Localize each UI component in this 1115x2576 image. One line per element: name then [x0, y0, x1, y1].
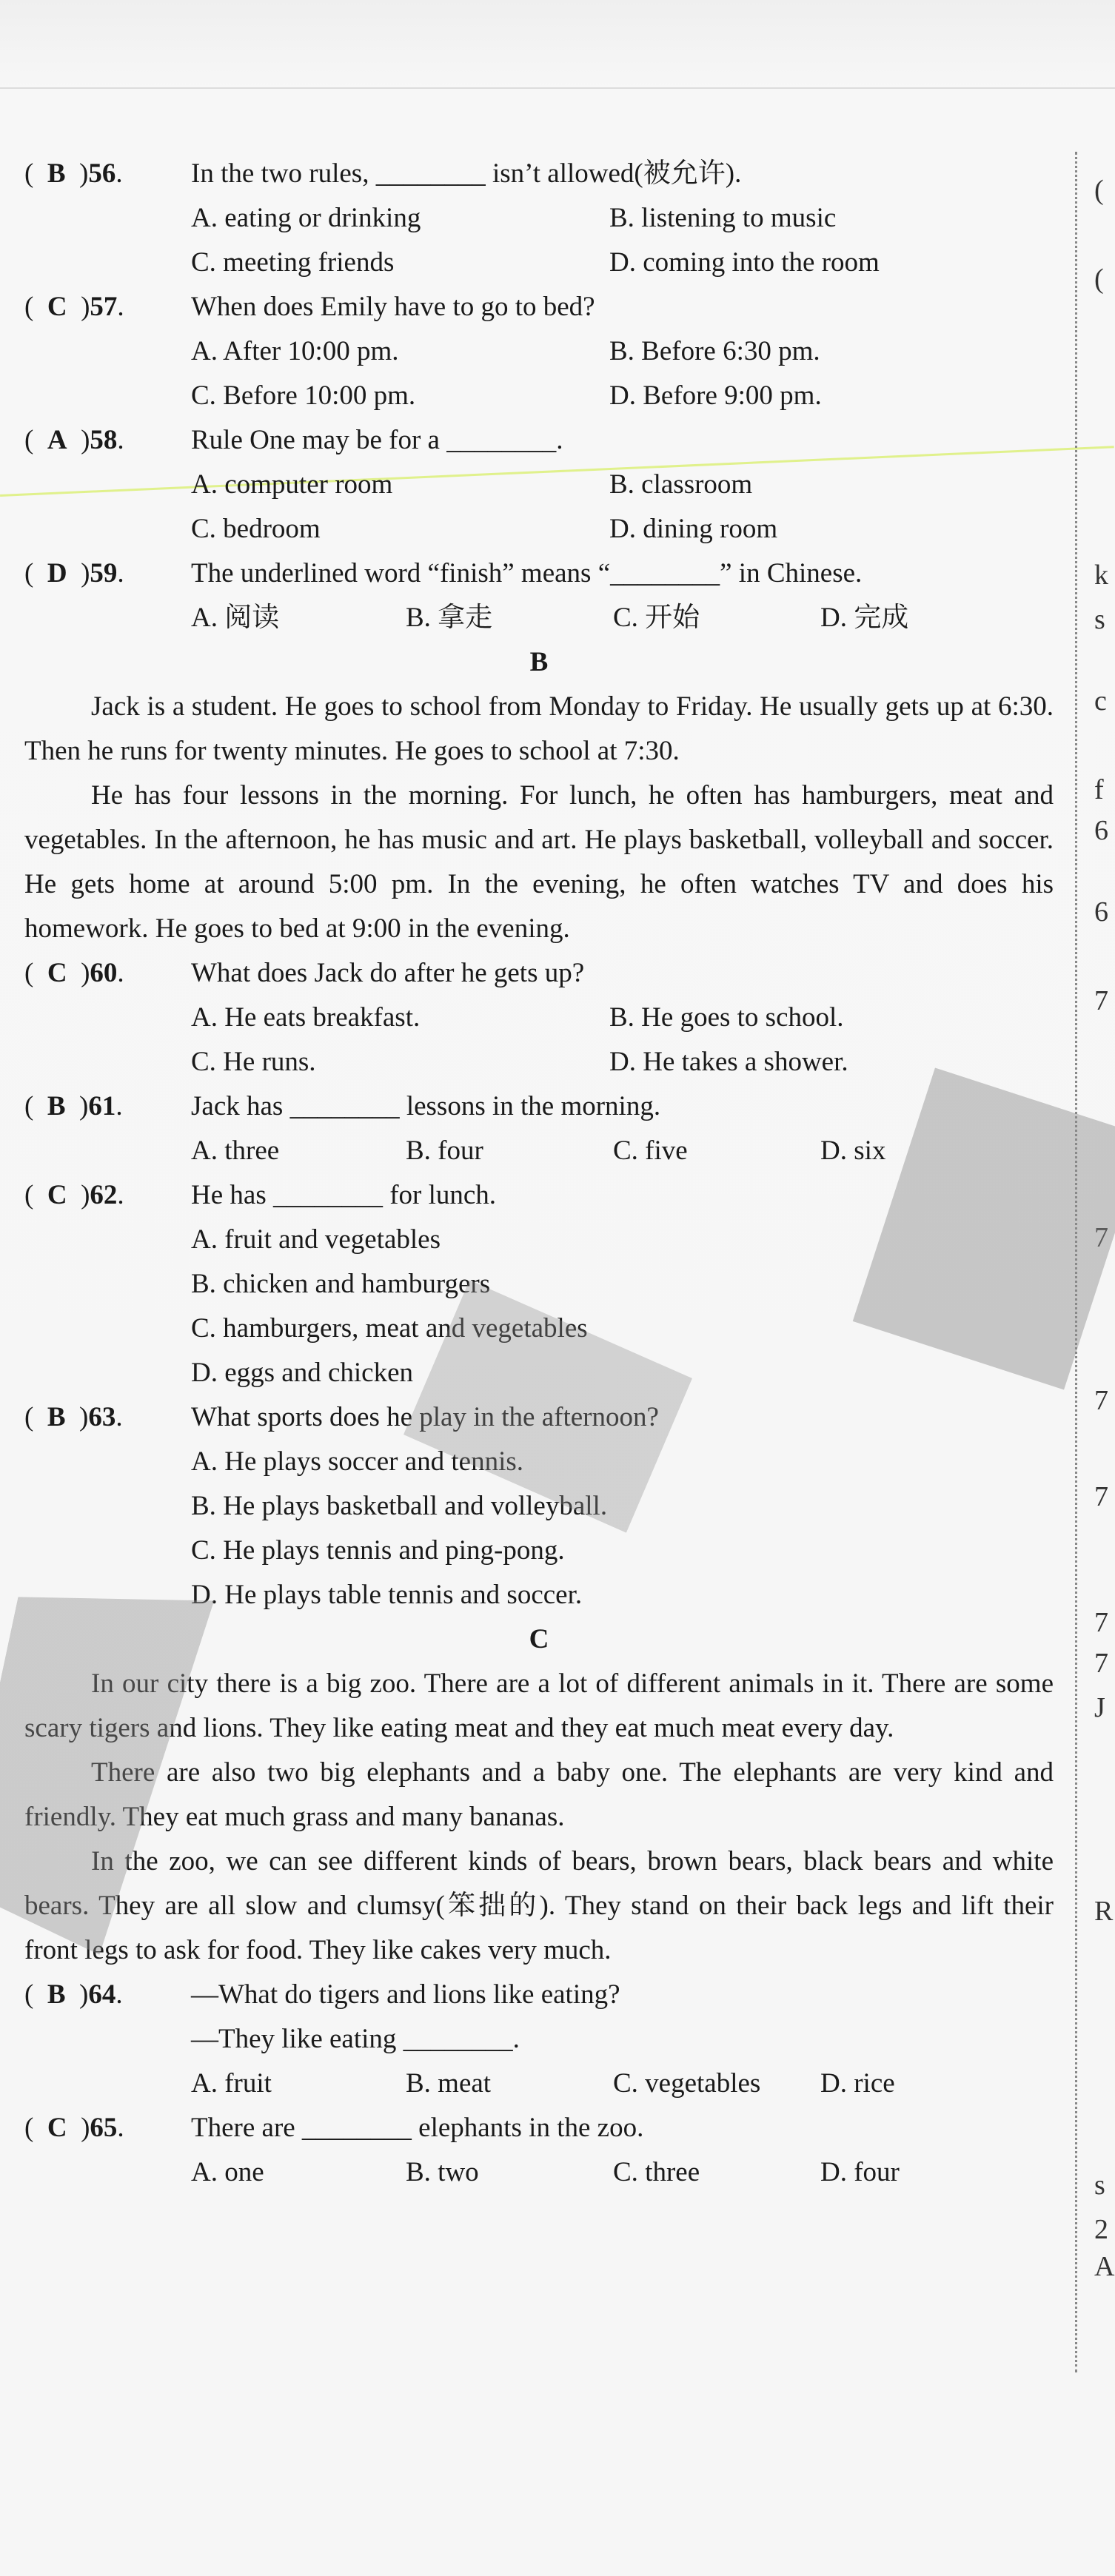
- answer-letter: D: [47, 558, 67, 588]
- passage-paragraph: He has four lessons in the morning. For lunch, he often has hamburgers, meat and vegetables. In the afternoon, he has music and art. He plays basketball, volleyball and soccer. He gets home at around 5:00 pm. In the evening, he often watches TV and does his homework. He goes to bed at 9:00 in the evening.: [24, 780, 1054, 944]
- passage-paragraph: In the zoo, we can see different kinds of bears, brown bears, black bears and white bears. They are all slow and clumsy(笨拙的). They stand on their back legs and lift their front legs to ask for food. They like cakes very much.: [24, 1846, 1054, 1965]
- option-a: A. fruit: [191, 2068, 272, 2099]
- option-b: B. Before 6:30 pm.: [609, 336, 820, 366]
- option-d: D. He takes a shower.: [609, 1047, 848, 1077]
- option-b: B. meat: [406, 2068, 492, 2099]
- option-b: B. chicken and hamburgers: [191, 1269, 491, 1299]
- question-59: [24, 551, 1054, 596]
- option-c: C. bedroom: [191, 514, 321, 544]
- passage-paragraph: In our city there is a big zoo. There are a lot of different animals in it. There are some scary tigers and lions. They like eating meat and they eat much meat every day.: [24, 1668, 1054, 1743]
- passage-paragraph: There are also two big elephants and a baby one. The elephants are very kind and friendly. They eat much grass and many bananas.: [24, 1757, 1054, 1832]
- adjacent-column-fragment: 7: [1094, 1385, 1108, 1416]
- answer-letter: A: [47, 425, 67, 455]
- question-58: [24, 418, 1054, 463]
- question-stem: In the two rules, ________ isn’t allowed(被允许).: [191, 158, 742, 189]
- question-number: 62: [90, 1180, 118, 1210]
- options-row: [24, 1129, 1054, 1173]
- question-number: 56: [88, 158, 116, 189]
- option-c: C. meeting friends: [191, 247, 395, 278]
- option-a: A. computer room: [191, 469, 393, 500]
- answer-letter: B: [47, 1402, 66, 1432]
- adjacent-column-fragment: s: [1094, 2170, 1105, 2201]
- option-d: D. He plays table tennis and soccer.: [191, 1580, 583, 1610]
- adjacent-column-fragment: J: [1094, 1692, 1105, 1723]
- question-number: 65: [90, 2113, 118, 2143]
- adjacent-column-fragment: c: [1094, 685, 1107, 717]
- option-c: C. He plays tennis and ping-pong.: [191, 1535, 565, 1566]
- page-edge-shadow: [0, 87, 1115, 89]
- question-stem: When does Emily have to go to bed?: [191, 292, 595, 322]
- options-row: [24, 596, 1054, 640]
- option-d: D. eggs and chicken: [191, 1358, 414, 1388]
- adjacent-column-fragment: 7: [1094, 1222, 1108, 1253]
- question-stem: What sports does he play in the afternoon?: [191, 1402, 659, 1432]
- question-number: 61: [88, 1091, 116, 1121]
- answer-marker: ( C )62.: [24, 1180, 124, 1210]
- answer-letter: C: [47, 2113, 67, 2143]
- answer-marker: ( B )61.: [24, 1091, 123, 1121]
- options-row: [24, 2150, 1054, 2195]
- answer-marker: ( B )56.: [24, 158, 123, 189]
- option-d: D. 完成: [820, 603, 909, 633]
- option-a: A. eating or drinking: [191, 203, 421, 233]
- section-heading: B: [529, 647, 549, 677]
- adjacent-column-fragment: (: [1094, 175, 1104, 206]
- option-c: C. 开始: [613, 603, 700, 633]
- answer-letter: B: [47, 1091, 66, 1121]
- option-d: D. coming into the room: [609, 247, 880, 278]
- option-b: B. He goes to school.: [609, 1002, 844, 1033]
- question-64: [24, 1973, 1054, 2017]
- options-row: [24, 2062, 1054, 2106]
- question-stem: Jack has ________ lessons in the morning.: [191, 1091, 661, 1121]
- option-b: B. two: [406, 2157, 479, 2187]
- options-row: [24, 241, 1054, 285]
- answer-marker: ( D )59.: [24, 558, 124, 588]
- adjacent-column-fragment: f: [1094, 774, 1104, 805]
- answer-marker: ( B )63.: [24, 1402, 123, 1432]
- adjacent-column-fragment: A: [1094, 2251, 1115, 2282]
- option-c: C. Before 10:00 pm.: [191, 380, 416, 411]
- options-row: [24, 463, 1054, 507]
- option-b: B. He plays basketball and volleyball.: [191, 1491, 608, 1521]
- question-stem: He has ________ for lunch.: [191, 1180, 497, 1210]
- answer-marker: ( C )60.: [24, 958, 124, 988]
- question-stem-answer-line: —They like eating ________.: [191, 2024, 520, 2054]
- adjacent-column-fragment: 7: [1094, 1648, 1108, 1679]
- options-row: [24, 1529, 1054, 1573]
- question-stem: There are ________ elephants in the zoo.: [191, 2113, 644, 2143]
- option-c: C. three: [613, 2157, 700, 2187]
- question-61: [24, 1084, 1054, 1129]
- option-c: C. vegetables: [613, 2068, 761, 2099]
- question-stem-line2: [24, 2017, 1054, 2062]
- adjacent-column-fragment: k: [1094, 560, 1108, 591]
- question-60: [24, 951, 1054, 996]
- answer-letter: B: [47, 158, 66, 189]
- adjacent-column-fragment: 7: [1094, 985, 1108, 1016]
- option-b: B. 拿走: [406, 603, 493, 633]
- option-b: B. listening to music: [609, 203, 837, 233]
- question-57: [24, 285, 1054, 329]
- option-a: A. He eats breakfast.: [191, 1002, 421, 1033]
- question-number: 60: [90, 958, 118, 988]
- question-stem: What does Jack do after he gets up?: [191, 958, 585, 988]
- options-row: [24, 329, 1054, 374]
- options-row: [24, 1040, 1054, 1084]
- question-stem: Rule One may be for a ________.: [191, 425, 563, 455]
- question-stem: The underlined word “finish” means “________” in Chinese.: [191, 558, 863, 588]
- options-row: [24, 196, 1054, 241]
- answer-letter: C: [47, 1180, 67, 1210]
- adjacent-column-fragment: 6: [1094, 896, 1108, 928]
- option-a: A. three: [191, 1136, 280, 1166]
- reading-comprehension-column: [24, 152, 1054, 2195]
- adjacent-column-fragment: 2: [1094, 2214, 1108, 2245]
- options-row: [24, 507, 1054, 551]
- option-c: C. hamburgers, meat and vegetables: [191, 1313, 588, 1344]
- question-number: 59: [90, 558, 118, 588]
- question-number: 57: [90, 292, 118, 322]
- option-d: D. six: [820, 1136, 886, 1166]
- option-a: A. fruit and vegetables: [191, 1224, 441, 1255]
- adjacent-column-fragment: s: [1094, 604, 1105, 635]
- option-a: A. After 10:00 pm.: [191, 336, 399, 366]
- adjacent-column-fragment: 6: [1094, 815, 1108, 846]
- options-row: [24, 996, 1054, 1040]
- adjacent-column-fragment: 7: [1094, 1481, 1108, 1512]
- option-a: A. He plays soccer and tennis.: [191, 1446, 524, 1477]
- passage-paragraph: Jack is a student. He goes to school from Monday to Friday. He usually gets up at 6:30. Then he runs for twenty minutes. He goes to school at 7:30.: [24, 691, 1054, 766]
- option-c: C. He runs.: [191, 1047, 316, 1077]
- adjacent-column-fragment: 7: [1094, 1607, 1108, 1638]
- answer-marker: ( B )64.: [24, 1979, 123, 2010]
- question-number: 64: [88, 1979, 116, 2010]
- question-56: [24, 152, 1054, 196]
- question-65: [24, 2106, 1054, 2150]
- option-c: C. five: [613, 1136, 688, 1166]
- answer-letter: C: [47, 292, 67, 322]
- answer-letter: C: [47, 958, 67, 988]
- option-d: D. Before 9:00 pm.: [609, 380, 822, 411]
- option-a: A. one: [191, 2157, 264, 2187]
- adjacent-column-fragment: (: [1094, 264, 1104, 295]
- answer-letter: B: [47, 1979, 66, 2010]
- question-number: 63: [88, 1402, 116, 1432]
- option-b: B. four: [406, 1136, 483, 1166]
- option-d: D. rice: [820, 2068, 895, 2099]
- adjacent-column-fragment: R: [1094, 1896, 1114, 1927]
- option-d: D. dining room: [609, 514, 778, 544]
- question-stem: —What do tigers and lions like eating?: [191, 1979, 620, 2010]
- options-row: [24, 374, 1054, 418]
- question-number: 58: [90, 425, 118, 455]
- option-d: D. four: [820, 2157, 900, 2187]
- option-a: A. 阅读: [191, 603, 280, 633]
- option-b: B. classroom: [609, 469, 753, 500]
- answer-marker: ( A )58.: [24, 425, 124, 455]
- answer-marker: ( C )65.: [24, 2113, 124, 2143]
- answer-marker: ( C )57.: [24, 292, 124, 322]
- section-heading: C: [529, 1624, 549, 1654]
